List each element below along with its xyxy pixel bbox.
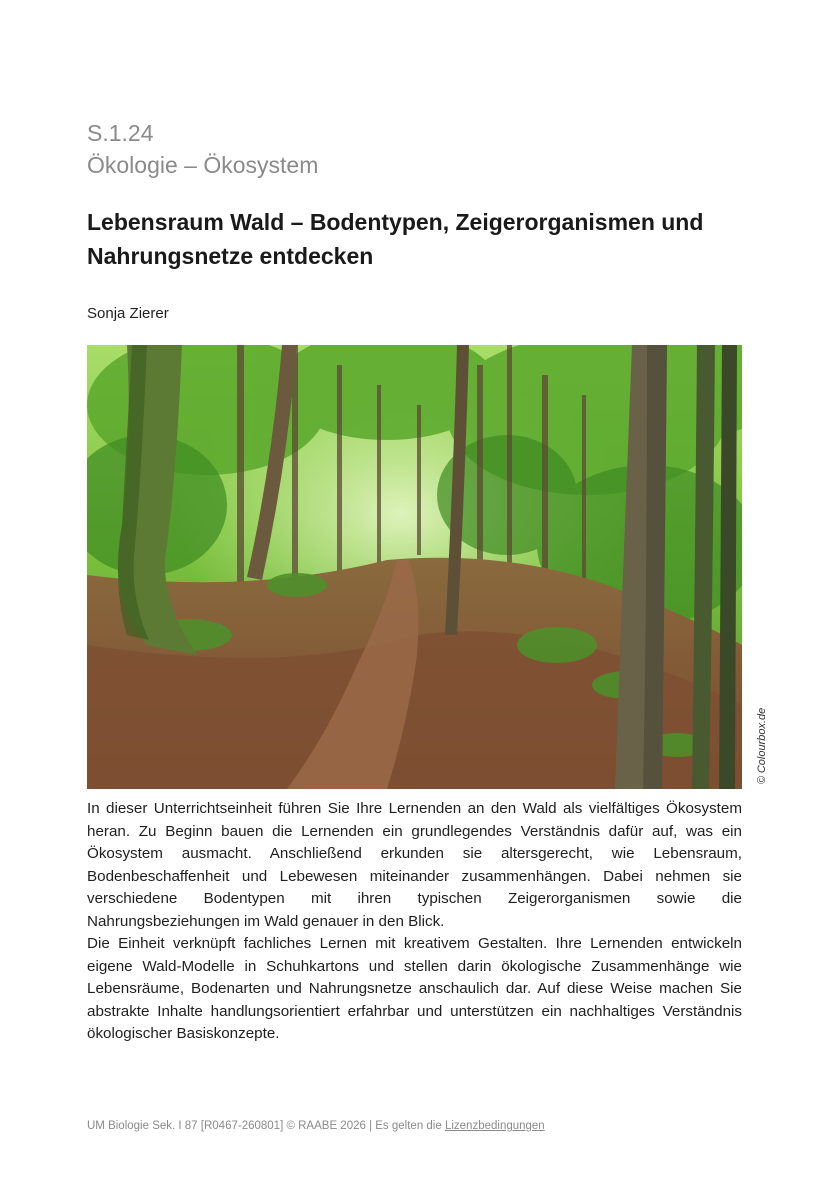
license-link[interactable]: Lizenzbedingungen — [444, 1120, 545, 1132]
page-title: Lebensraum Wald – Bodentypen, Zeigerorganismen und Nahrungsnetze entdecken — [87, 209, 704, 269]
photo-credit-text: © Colourbox.de — [756, 707, 768, 785]
photo-credit — [752, 700, 772, 792]
section-topic: Ökologie – Ökosystem — [87, 152, 319, 178]
section-code: S.1.24 — [87, 120, 154, 146]
author-name: Sonja Zierer — [87, 305, 169, 322]
page-footer — [87, 1120, 545, 1132]
footer-text: UM Biologie Sek. I 87 [R0467-260801] © RAABE 2026 | Es gelten die — [87, 1120, 445, 1132]
intro-paragraph-1: In dieser Unterrichtseinheit führen Sie Ihre Lernenden an den Wald als vielfältiges Ökosystem heran. Zu Beginn bauen die Lernenden ein grundlegendes Verständnis dafür auf, was ein Ökosystem ausmacht. Anschließend erkunden sie altersgerecht, wie Lebensraum, Bodenbeschaffenheit und Lebewesen miteinander zusammenhängen. Dabei nehmen sie verschiedene Bodentypen mit ihren typischen Zeigerorganismen sowie die Nahrungsbeziehungen im Wald genauer in den Blick. — [87, 800, 742, 930]
intro-text — [87, 798, 742, 1046]
forest-photo — [87, 345, 742, 789]
intro-paragraph-2: Die Einheit verknüpft fachliches Lernen mit kreativem Gestalten. Ihre Lernenden entwickeln eigene Wald-Modelle in Schuhkartons und stellen darin ökologische Zusammenhänge wie Lebensräume, Bodenarten und Nahrungsnetze anschaulich dar. Auf diese Weise machen Sie abstrakte Inhalte handlungsorientiert erfahrbar und unterstützen ein nachhaltiges Verständnis ökologischer Basiskonzepte. — [87, 935, 742, 1042]
